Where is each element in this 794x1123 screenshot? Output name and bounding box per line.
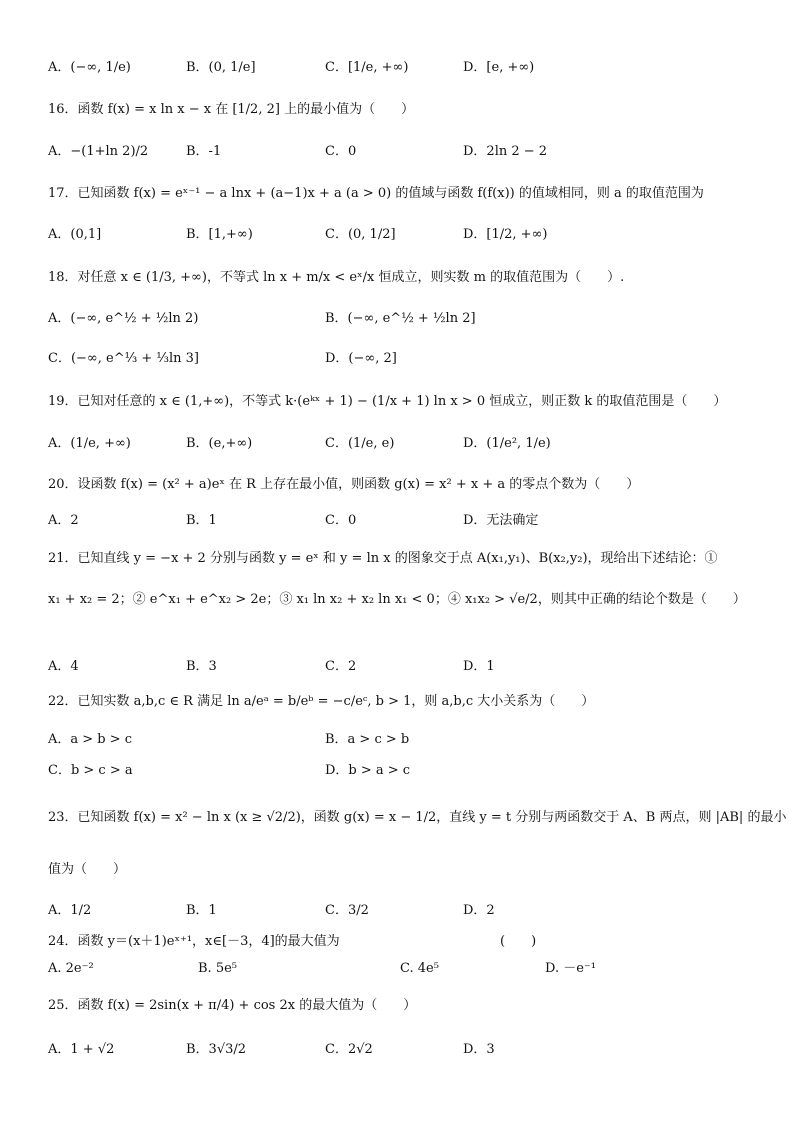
q21-option-a[interactable]: A．4 [48, 659, 79, 674]
q20-option-d[interactable]: D．无法确定 [463, 513, 539, 528]
q17-stem: 17．已知函数 f(x) = eˣ⁻¹ − a lnx + (a−1)x + a (a > 0) 的值域与函数 f(f(x)) 的值域相同，则 a 的取值范围为 [48, 186, 704, 201]
q25-stem: 25．函数 f(x) = 2sin(x + π/4) + cos 2x 的最大值为（ ） [48, 998, 417, 1013]
q25-option-d[interactable]: D．3 [463, 1042, 495, 1057]
q18-option-c[interactable]: C．(−∞, e^⅓ + ⅓ln 3] [48, 351, 199, 366]
q24-answer-blank[interactable]: ( ) [500, 934, 537, 949]
q15-option-a[interactable]: A．(−∞, 1/e) [48, 60, 131, 75]
q25-option-b[interactable]: B．3√3/2 [186, 1042, 247, 1057]
q17-option-d[interactable]: D．[1/2, +∞) [463, 227, 548, 242]
q19-option-b[interactable]: B．(e,+∞) [186, 436, 253, 451]
q23-option-c[interactable]: C．3/2 [325, 903, 369, 918]
q23-option-d[interactable]: D．2 [463, 903, 495, 918]
q18-stem: 18．对任意 x ∈ (1/3, +∞)，不等式 ln x + m/x < eˣ/x 恒成立，则实数 m 的取值范围为（ ）. [48, 270, 625, 285]
q24-option-d[interactable]: D. －e⁻¹ [545, 961, 596, 976]
q19-option-d[interactable]: D．(1/e², 1/e) [463, 436, 551, 451]
q24-option-a[interactable]: A. 2e⁻² [48, 961, 94, 976]
q25-option-a[interactable]: A．1 + √2 [48, 1042, 115, 1057]
q23-option-a[interactable]: A．1/2 [48, 903, 92, 918]
q17-option-a[interactable]: A．(0,1] [48, 227, 102, 242]
q22-option-c[interactable]: C．b > c > a [48, 763, 133, 778]
q20-option-a[interactable]: A．2 [48, 513, 79, 528]
q18-option-b[interactable]: B．(−∞, e^½ + ½ln 2] [325, 311, 476, 326]
q16-option-c[interactable]: C．0 [325, 144, 357, 159]
q15-option-d[interactable]: D．[e, +∞) [463, 60, 535, 75]
q18-option-a[interactable]: A．(−∞, e^½ + ½ln 2) [48, 311, 199, 326]
q21-option-c[interactable]: C．2 [325, 659, 357, 674]
q23-stem-line-1: 23．已知函数 f(x) = x² − ln x (x ≥ √2/2)，函数 g(x) = x − 1/2，直线 y = t 分别与两函数交于 A、B 两点，则 |AB| 的最小 [48, 810, 787, 825]
q20-option-c[interactable]: C．0 [325, 513, 357, 528]
q16-option-b[interactable]: B．-1 [186, 144, 222, 159]
q24-option-c[interactable]: C. 4e⁵ [400, 961, 439, 976]
q17-option-b[interactable]: B．[1,+∞) [186, 227, 253, 242]
q22-option-a[interactable]: A．a > b > c [48, 732, 133, 747]
q19-stem: 19．已知对任意的 x ∈ (1,+∞)，不等式 k·(eᵏˣ + 1) − (1/x + 1) ln x > 0 恒成立，则正数 k 的取值范围是（ ） [48, 394, 727, 409]
q19-option-c[interactable]: C．(1/e, e) [325, 436, 395, 451]
q16-option-d[interactable]: D．2ln 2 − 2 [463, 144, 548, 159]
q21-option-b[interactable]: B．3 [186, 659, 217, 674]
q15-option-c[interactable]: C．[1/e, +∞) [325, 60, 409, 75]
q21-option-d[interactable]: D．1 [463, 659, 495, 674]
q17-option-c[interactable]: C．(0, 1/2] [325, 227, 396, 242]
q16-stem: 16．函数 f(x) = x ln x − x 在 [1/2, 2] 上的最小值为（ ） [48, 102, 415, 117]
q23-option-b[interactable]: B．1 [186, 903, 217, 918]
q18-option-d[interactable]: D．(−∞, 2] [325, 351, 397, 366]
q23-stem-line-2: 值为（ ） [48, 862, 127, 877]
q20-option-b[interactable]: B．1 [186, 513, 217, 528]
q24-stem: 24．函数 y＝(x＋1)eˣ⁺¹，x∈[－3，4]的最大值为 [48, 934, 340, 949]
q21-stem-line-2: x₁ + x₂ = 2；② e^x₁ + e^x₂ > 2e；③ x₁ ln x₂ + x₂ ln x₁ < 0；④ x₁x₂ > √e/2，则其中正确的结论个数是（ ） [48, 592, 746, 607]
q16-option-a[interactable]: A．−(1+ln 2)/2 [48, 144, 149, 159]
q22-option-d[interactable]: D．b > a > c [325, 763, 411, 778]
q21-stem-line-1: 21．已知直线 y = −x + 2 分别与函数 y = eˣ 和 y = ln x 的图象交于点 A(x₁,y₁)、B(x₂,y₂)，现给出下述结论：① [48, 551, 718, 566]
q22-stem: 22．已知实数 a,b,c ∈ R 满足 ln a/eᵃ = b/eᵇ = −c/eᶜ, b > 1，则 a,b,c 大小关系为（ ） [48, 694, 595, 709]
q25-option-c[interactable]: C．2√2 [325, 1042, 373, 1057]
q15-option-b[interactable]: B．(0, 1/e] [186, 60, 256, 75]
q24-option-b[interactable]: B. 5e⁵ [198, 961, 237, 976]
q19-option-a[interactable]: A．(1/e, +∞) [48, 436, 131, 451]
q20-stem: 20．设函数 f(x) = (x² + a)eˣ 在 R 上存在最小值，则函数 g(x) = x² + x + a 的零点个数为（ ） [48, 477, 640, 492]
q22-option-b[interactable]: B．a > c > b [325, 732, 410, 747]
